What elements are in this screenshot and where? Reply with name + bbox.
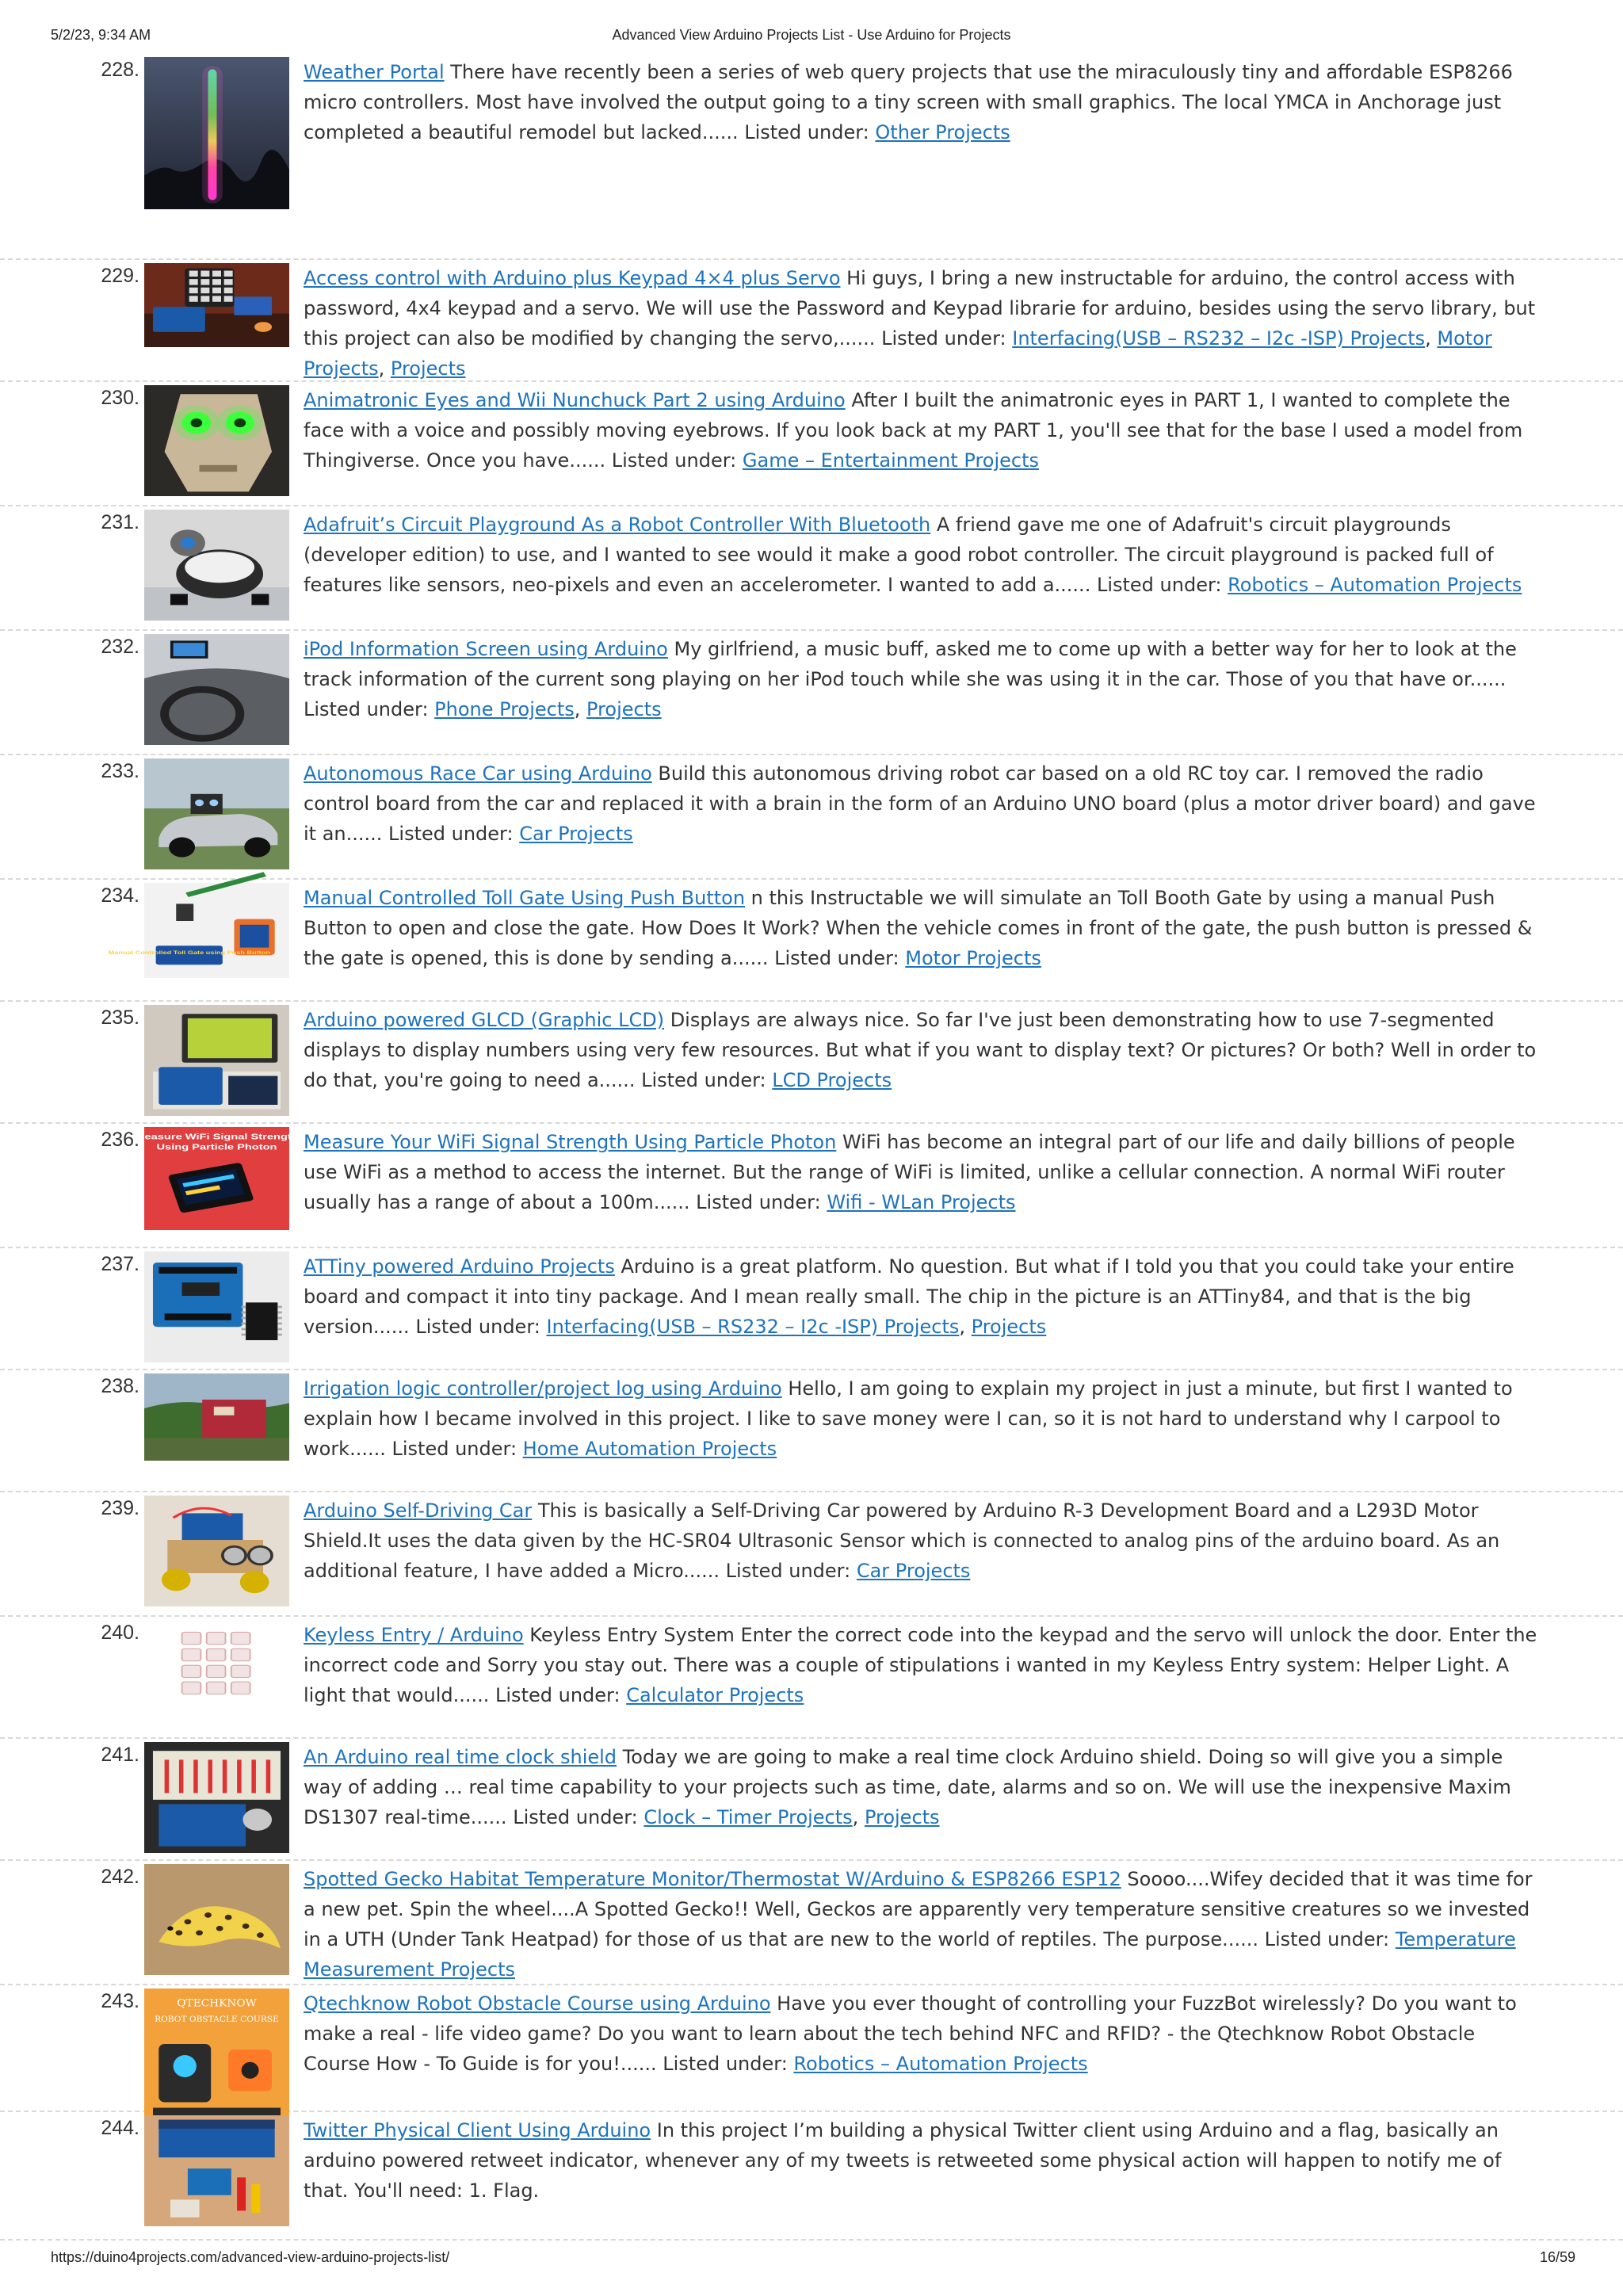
project-title-link[interactable]: Manual Controlled Toll Gate Using Push Button xyxy=(304,887,746,909)
category-link[interactable]: Game – Entertainment Projects xyxy=(742,449,1040,472)
item-number: 239. xyxy=(101,1497,139,1519)
item-number: 228. xyxy=(101,59,139,81)
print-footer xyxy=(0,2249,1623,2273)
item-number: 233. xyxy=(101,760,139,782)
category-link[interactable]: Home Automation Projects xyxy=(522,1438,777,1460)
project-thumbnail[interactable] xyxy=(144,1005,289,1116)
listed-under-label: Listed under: xyxy=(605,449,743,472)
listed-under-label: Listed under: xyxy=(720,1560,857,1582)
item-text xyxy=(304,1742,1541,1832)
category-separator: , xyxy=(378,357,391,380)
listed-under-label: Listed under: xyxy=(738,121,876,143)
category-link[interactable]: Projects xyxy=(586,698,662,720)
project-excerpt: In this project I’m building a physical Twitter client using Arduino and a flag, basically an arduino powered retweet indicator, whenever any of my tweets is retweeted some physical action will happen to notify me of that. You'll need: 1. Flag. xyxy=(304,2119,1502,2202)
item-number: 236. xyxy=(101,1129,139,1151)
list-item xyxy=(0,755,1623,880)
project-excerpt: WiFi has become an integral part of our life and daily billions of people use WiFi as a method to access the internet. But the range of WiFi is limited, unlike a cellular connection. A normal WiFi router usually has a range of about a 100m...... xyxy=(304,1131,1515,1213)
item-text xyxy=(304,1127,1541,1217)
listed-under-label: Listed under: xyxy=(382,823,520,845)
list-item xyxy=(0,506,1623,631)
page-number: 16/59 xyxy=(1539,2249,1575,2265)
item-text xyxy=(304,883,1541,973)
item-number: 232. xyxy=(101,636,139,658)
list-item xyxy=(0,880,1623,1002)
category-link[interactable]: Motor Projects xyxy=(304,327,1492,380)
print-header xyxy=(0,27,1623,51)
svg-text:QTECHKNOW: QTECHKNOW xyxy=(177,1997,257,2010)
project-excerpt: Today we are going to make a real time clock Arduino shield. Doing so will give you a simple way of adding … real time capability to your projects such as time, date, alarms and so on. We will use the inexpensive Maxim DS1307 real-time...... xyxy=(304,1746,1511,1828)
listed-under-label: Listed under: xyxy=(385,1438,523,1460)
list-item xyxy=(0,1370,1623,1492)
project-title-link[interactable]: Keyless Entry / Arduino xyxy=(304,1624,524,1646)
item-text xyxy=(304,2115,1541,2206)
listed-under-label: Listed under: xyxy=(1258,1928,1396,1950)
item-text xyxy=(304,1005,1541,1095)
list-item xyxy=(0,54,1623,260)
category-link[interactable]: Car Projects xyxy=(856,1560,971,1582)
project-excerpt: Hi guys, I bring a new instructable for arduino, the control access with password, 4x4 keypad and a servo. We will use the Password and Keypad librarie for arduino, besides using the servo library, but this project can also be modified by changing the servo,...... xyxy=(304,267,1536,350)
item-number: 235. xyxy=(101,1007,139,1029)
listed-under-label: Listed under: xyxy=(656,2053,794,2075)
project-title-link[interactable]: Measure Your WiFi Signal Strength Using Particle Photon xyxy=(304,1131,837,1153)
item-text xyxy=(304,1620,1541,1710)
listed-under-label: Listed under: xyxy=(409,1316,547,1338)
project-excerpt: Soooo....Wifey decided that it was time for a new pet. Spin the wheel....A Spotted Gecko!! Well, Geckos are apparently very temperature sensitive creatures so we invested in a UTH (Under Tank Heatpad) for those of us that are new to the world of reptiles. The purpose...... xyxy=(304,1868,1533,1950)
svg-text:Manual Controlled Toll Gate us: Manual Controlled Toll Gate using Push Button xyxy=(108,949,270,956)
project-excerpt: This is basically a Self-Driving Car powered by Arduino R-3 Development Board and a L293D Motor Shield.It uses the data given by the HC-SR04 Ultrasonic Sensor which is connected to analog pins of the arduino board. As an additional feature, I have added a Micro...... xyxy=(304,1499,1500,1582)
project-title-link[interactable]: ATTiny powered Arduino Projects xyxy=(304,1255,615,1278)
project-thumbnail[interactable] xyxy=(144,1496,289,1606)
project-thumbnail[interactable] xyxy=(144,57,289,209)
project-thumbnail[interactable] xyxy=(144,510,289,621)
category-link[interactable]: Other Projects xyxy=(875,121,1010,143)
project-thumbnail[interactable] xyxy=(144,1373,289,1461)
item-text xyxy=(304,263,1541,384)
project-excerpt: n this Instructable we will simulate an Toll Booth Gate by using a manual Push Button to open and close the gate. How Does It Work? When the vehicle comes in front of the gate, the push button is pressed & the gate is opened, this is done by sending a...... xyxy=(304,887,1533,969)
item-text xyxy=(304,57,1541,147)
project-thumbnail[interactable] xyxy=(135,1127,299,1230)
item-text xyxy=(304,1373,1541,1464)
category-separator: , xyxy=(959,1316,972,1338)
category-link[interactable]: Wifi - WLan Projects xyxy=(827,1191,1016,1213)
category-separator: , xyxy=(852,1806,865,1828)
category-link[interactable]: Interfacing(USB – RS232 – I2c -ISP) Projects xyxy=(1012,327,1426,350)
project-title-link[interactable]: Spotted Gecko Habitat Temperature Monitor/Thermostat W/Arduino & ESP8266 ESP12 xyxy=(304,1868,1121,1890)
category-link[interactable]: Car Projects xyxy=(519,823,633,845)
list-item xyxy=(0,1492,1623,1617)
listed-under-label: Listed under: xyxy=(489,1684,627,1706)
project-title-link[interactable]: Animatronic Eyes and Wii Nunchuck Part 2 using Arduino xyxy=(304,389,846,411)
listed-under-label: Listed under: xyxy=(875,327,1013,350)
category-link[interactable]: Clock – Timer Projects xyxy=(643,1806,853,1828)
project-excerpt: Displays are always nice. So far I've just been demonstrating how to use 7-segmented displays to display numbers using very few resources. But what if you want to display text? Or pictures? Or both? Well in order to do that, you're going to need a...... xyxy=(304,1009,1537,1091)
project-thumbnail[interactable] xyxy=(144,1988,289,2127)
category-link[interactable]: LCD Projects xyxy=(772,1069,892,1091)
project-thumbnail[interactable] xyxy=(144,1620,289,1707)
item-text xyxy=(304,634,1541,724)
listed-under-label: Listed under: xyxy=(506,1806,644,1828)
listed-under-label: Listed under: xyxy=(304,698,435,720)
svg-text:ROBOT OBSTACLE COURSE: ROBOT OBSTACLE COURSE xyxy=(155,2015,279,2024)
project-thumbnail[interactable] xyxy=(144,2115,289,2226)
listed-under-label: Listed under: xyxy=(1090,574,1228,596)
category-link[interactable]: Temperature Measurement Projects xyxy=(304,1928,1516,1981)
project-thumbnail[interactable] xyxy=(144,1251,289,1362)
list-item xyxy=(0,382,1623,506)
item-number: 237. xyxy=(101,1253,139,1275)
project-excerpt: My girlfriend, a music buff, asked me to come up with a better way for her to look at the track information of the current song playing on her iPod touch while she was using it in the car. Those of you that have or...... xyxy=(304,638,1517,690)
item-number: 231. xyxy=(101,511,139,533)
project-thumbnail[interactable] xyxy=(144,634,289,745)
project-title-link[interactable]: Adafruit’s Circuit Playground As a Robot Controller With Bluetooth xyxy=(304,514,931,536)
item-text xyxy=(304,1864,1541,1985)
item-text xyxy=(304,758,1541,849)
category-link[interactable]: Robotics – Automation Projects xyxy=(1228,574,1522,596)
project-excerpt: Have you ever thought of controlling your FuzzBot wirelessly? Do you want to make a real - life video game? Do you want to learn about the tech behind NFC and RFID? - the Qtechknow Robot Obstacle Course How - To Guide is for you!...... xyxy=(304,1992,1517,2075)
project-thumbnail[interactable] xyxy=(144,758,289,869)
project-excerpt: Arduino is a great platform. No question. But what if I told you that you could take your entire board and compact it into tiny package. And I mean really small. The chip in the picture is an ATTiny84, and that is the big version...... xyxy=(304,1255,1514,1338)
item-number: 240. xyxy=(101,1622,139,1644)
svg-text:Using Particle Photon: Using Particle Photon xyxy=(156,1142,277,1152)
project-excerpt: After I built the animatronic eyes in PART 1, I wanted to complete the face with a voice and possibly moving eyebrows. If you look back at my PART 1, you'll see that for the base I used a model from Thingiverse. Once you have...... xyxy=(304,389,1523,472)
list-item xyxy=(0,1002,1623,1124)
project-title-link[interactable]: Twitter Physical Client Using Arduino xyxy=(304,2119,651,2141)
item-text xyxy=(304,1496,1541,1586)
category-link[interactable]: Motor Projects xyxy=(905,947,1041,969)
item-number: 234. xyxy=(101,884,139,907)
category-link[interactable]: Projects xyxy=(971,1316,1047,1338)
category-link[interactable]: Projects xyxy=(864,1806,940,1828)
project-title-link[interactable]: Access control with Arduino plus Keypad 4×4 plus Servo xyxy=(304,267,841,289)
project-excerpt: Build this autonomous driving robot car based on a old RC toy car. I removed the radio control board from the car and replaced it with a brain in the form of an Arduino UNO board (plus a motor driver board) and gave it an...... xyxy=(304,762,1536,845)
item-text xyxy=(304,385,1541,476)
category-link[interactable]: Interfacing(USB – RS232 – I2c -ISP) Projects xyxy=(546,1316,960,1338)
listed-under-label: Listed under: xyxy=(768,947,906,969)
svg-text:Measure WiFi Signal Strength: Measure WiFi Signal Strength xyxy=(135,1132,299,1142)
project-title-link[interactable]: iPod Information Screen using Arduino xyxy=(304,638,668,660)
project-excerpt: Keyless Entry System Enter the correct code into the keypad and the servo will unlock the door. Enter the incorrect code and Sorry you stay out. There was a couple of stipulations i wanted in my Keyless Entry system: Helper Light. A light that would...... xyxy=(304,1624,1537,1706)
page-title: Advanced View Arduino Projects List - Use Arduino for Projects xyxy=(612,27,1011,43)
list-item xyxy=(0,1985,1623,2112)
category-link[interactable]: Phone Projects xyxy=(434,698,575,720)
listed-under-label: Listed under: xyxy=(689,1191,827,1213)
category-link[interactable]: Robotics – Automation Projects xyxy=(793,2053,1088,2075)
project-title-link[interactable]: Weather Portal xyxy=(304,61,445,83)
project-thumbnail[interactable] xyxy=(144,263,289,347)
project-title-link[interactable]: Qtechknow Robot Obstacle Course using Arduino xyxy=(304,1992,771,2015)
project-excerpt: There have recently been a series of web query projects that use the miraculously tiny and affordable ESP8266 micro controllers. Most have involved the output going to a tiny screen with small graphics. The local YMCA in Anchorage just completed a beautiful remodel but lacked...... xyxy=(304,61,1513,143)
print-datetime: 5/2/23, 9:34 AM xyxy=(51,27,151,43)
item-number: 238. xyxy=(101,1375,139,1397)
item-number: 230. xyxy=(101,387,139,409)
item-text xyxy=(304,510,1541,600)
item-text xyxy=(304,1251,1541,1342)
item-number: 229. xyxy=(101,265,139,287)
project-thumbnail[interactable] xyxy=(144,1742,289,1853)
item-number: 244. xyxy=(101,2117,139,2139)
project-excerpt: A friend gave me one of Adafruit's circuit playgrounds (developer edition) to use, and I wanted to see would it make a good robot controller. The circuit playground is packed full of features like sensors, neo-pixels and even an accelerometer. I wanted to add a...... xyxy=(304,514,1494,596)
category-separator: , xyxy=(1425,327,1438,350)
category-separator: , xyxy=(574,698,587,720)
project-list xyxy=(0,54,1623,2241)
list-item xyxy=(0,1124,1623,1248)
project-thumbnail[interactable] xyxy=(144,1864,289,1975)
list-item xyxy=(0,1248,1623,1370)
list-item xyxy=(0,260,1623,382)
item-number: 243. xyxy=(101,1990,139,2012)
list-item xyxy=(0,1739,1623,1861)
list-item xyxy=(0,2112,1623,2241)
project-title-link[interactable]: Autonomous Race Car using Arduino xyxy=(304,762,652,785)
project-excerpt: Hello, I am going to explain my project in just a minute, but first I wanted to explain how I became involved in this project. I like to save money were I can, so it is not hard to understand why I carpool to work...... xyxy=(304,1377,1513,1460)
list-item xyxy=(0,1617,1623,1739)
project-title-link[interactable]: Arduino powered GLCD (Graphic LCD) xyxy=(304,1009,665,1031)
project-thumbnail[interactable] xyxy=(144,385,289,496)
category-link[interactable]: Projects xyxy=(390,357,466,380)
project-title-link[interactable]: Irrigation logic controller/project log using Arduino xyxy=(304,1377,782,1400)
page-url: https://duino4projects.com/advanced-view-arduino-projects-list/ xyxy=(51,2249,450,2265)
category-link[interactable]: Calculator Projects xyxy=(626,1684,804,1706)
project-title-link[interactable]: Arduino Self-Driving Car xyxy=(304,1499,533,1522)
list-item xyxy=(0,1861,1623,1985)
item-number: 241. xyxy=(101,1744,139,1766)
project-title-link[interactable]: An Arduino real time clock shield xyxy=(304,1746,617,1768)
list-item xyxy=(0,631,1623,755)
item-number: 242. xyxy=(101,1866,139,1888)
listed-under-label: Listed under: xyxy=(635,1069,773,1091)
item-text xyxy=(304,1988,1541,2079)
